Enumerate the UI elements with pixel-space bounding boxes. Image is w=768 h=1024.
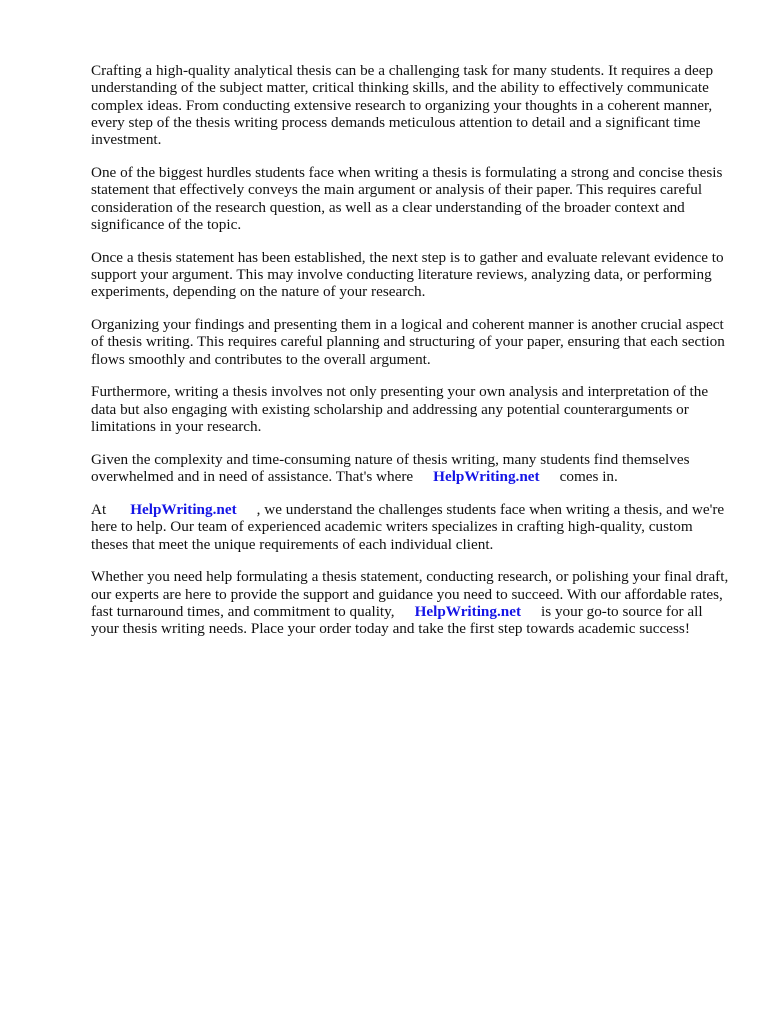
paragraph-evidence: Once a thesis statement has been established, the next step is to gather and evaluate relevant evidence to support your argument. This may involve conducting literature reviews, analyzing data, or performing experiments, depending on the nature of your research. bbox=[91, 248, 724, 301]
paragraph-about bbox=[91, 501, 731, 553]
helpwriting-link[interactable]: HelpWriting.net bbox=[130, 500, 237, 518]
paragraph-about-text: , we understand the challenges students face when writing a thesis, and we're here to help. Our team of experienced academic writers specializes in crafting high-quality, custom theses that meet the unique requirements of each individual client. bbox=[91, 500, 725, 553]
paragraph-assistance-tail: comes in. bbox=[559, 468, 618, 486]
paragraph-closing-text: Whether you need help formulating a thesis statement, conducting research, or polishing your final draft, our experts are here to provide the support and guidance you need to succeed. With our affordable rates, fast turnaround times, and commitment to quality, bbox=[91, 568, 729, 620]
paragraph-assistance-text: Given the complexity and time-consuming nature of thesis writing, many students find themselves overwhelmed and in need of assistance. That's where bbox=[91, 450, 690, 486]
paragraph-scholarship: Furthermore, writing a thesis involves not only presenting your own analysis and interpretation of the data but also engaging with existing scholarship and addressing any potential counterarguments or limitations in your research. bbox=[91, 383, 709, 436]
document-page bbox=[91, 62, 731, 653]
paragraph-assistance bbox=[91, 451, 731, 486]
paragraph-about-lead: At bbox=[91, 500, 107, 518]
helpwriting-link[interactable]: HelpWriting.net bbox=[433, 468, 540, 486]
paragraph-closing bbox=[91, 568, 731, 637]
paragraph-closing-tail: is your go-to source for all your thesis writing needs. Place your order today and take the first step towards academic success! bbox=[91, 602, 703, 638]
paragraph-intro: Crafting a high-quality analytical thesis can be a challenging task for many students. It requires a deep understanding of the subject matter, critical thinking skills, and the ability to effectively communicate complex ideas. From conducting extensive research to organizing your thoughts in a coherent manner, every step of the thesis writing process demands meticulous attention to detail and a significant time investment. bbox=[91, 62, 714, 149]
paragraph-thesis-statement: One of the biggest hurdles students face when writing a thesis is formulating a strong and concise thesis statement that effectively conveys the main argument or analysis of their paper. This requires careful consideration of the research question, as well as a clear understanding of the broader context and significance of the topic. bbox=[91, 163, 723, 233]
paragraph-organizing: Organizing your findings and presenting them in a logical and coherent manner is another crucial aspect of thesis writing. This requires careful planning and structuring of your paper, ensuring that each section flows smoothly and contributes to the overall argument. bbox=[91, 316, 725, 368]
helpwriting-link[interactable]: HelpWriting.net bbox=[414, 602, 522, 620]
